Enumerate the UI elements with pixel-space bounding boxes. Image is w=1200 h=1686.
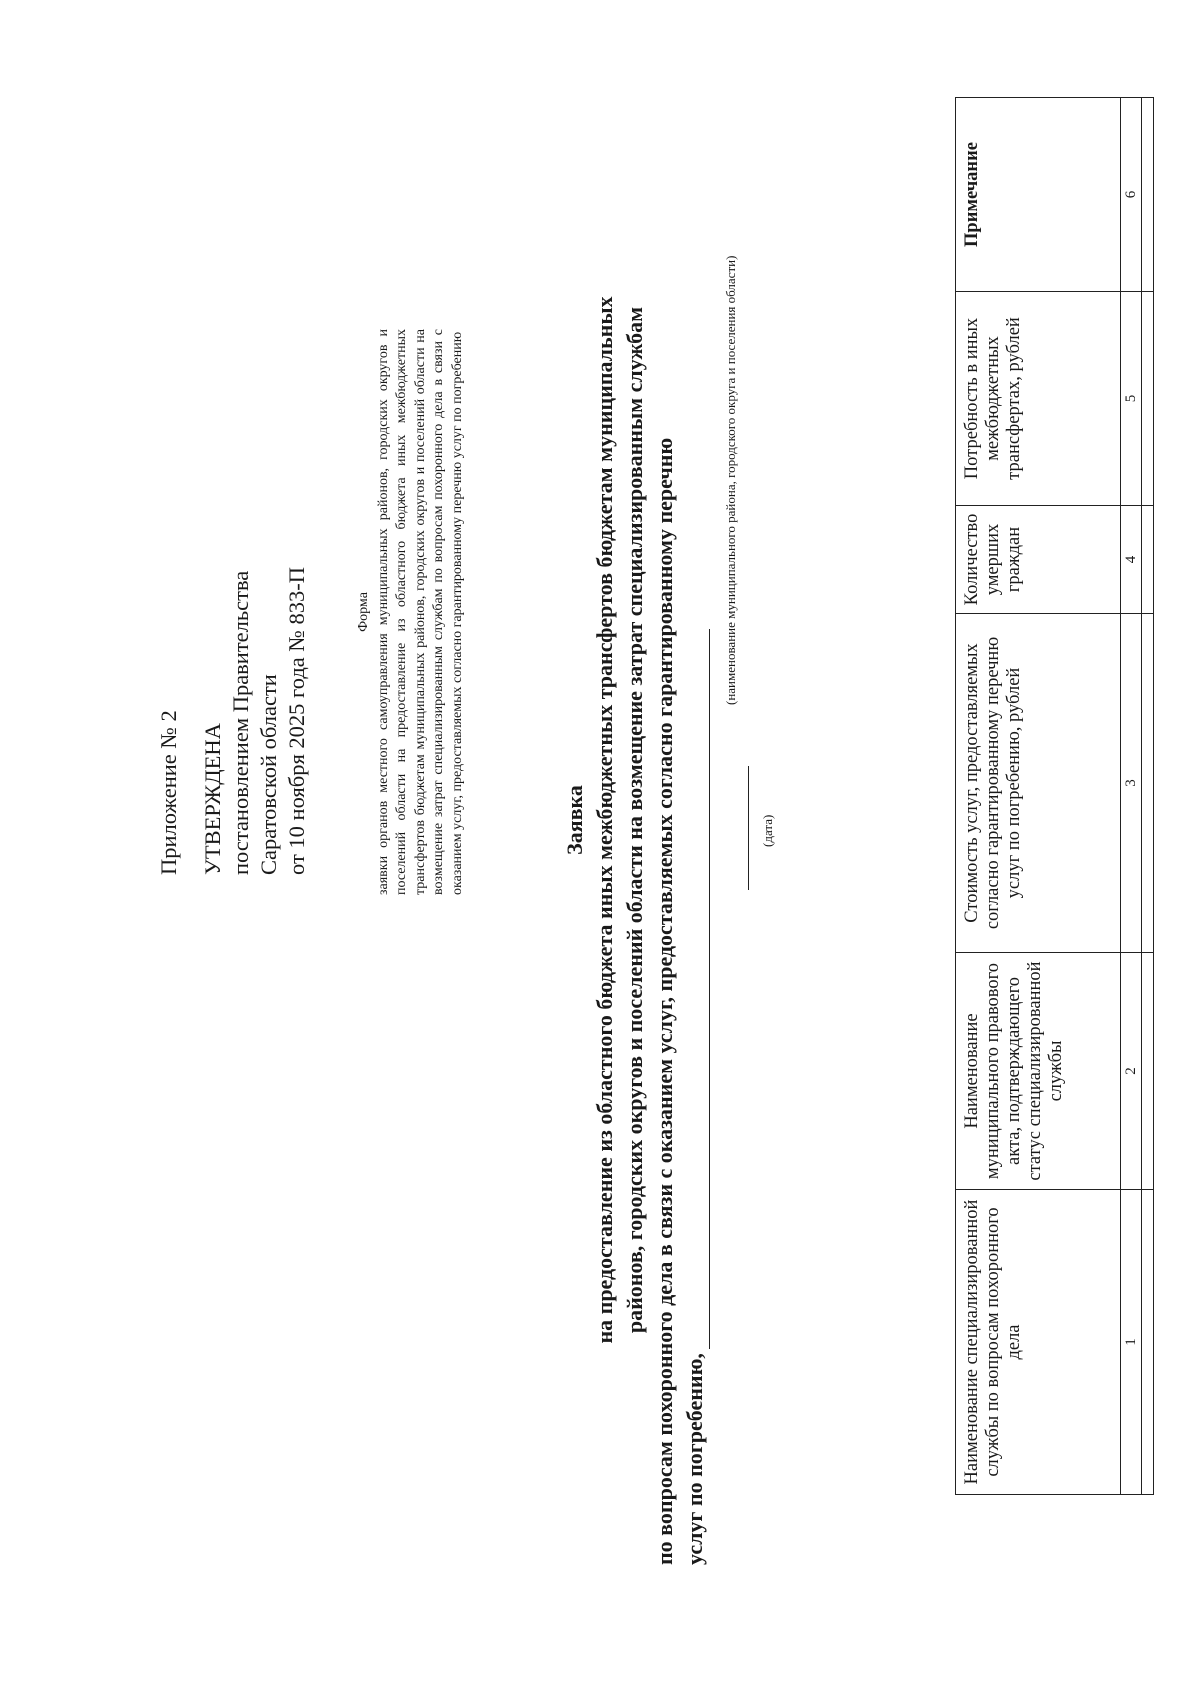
date-caption: (дата)	[760, 814, 775, 847]
municipality-caption: (наименование муниципального района, городского округа и поселения области)	[723, 255, 738, 705]
column-number: 2	[1121, 953, 1142, 1190]
column-number: 6	[1121, 98, 1142, 292]
column-header: Потребность в иных межбюджетных трансфертах, рублей	[956, 292, 1121, 506]
table-cell	[1142, 1190, 1154, 1495]
title-line-4-text: услуг по погребению,	[682, 1353, 707, 1565]
table-cell	[1142, 506, 1154, 614]
title-line-2: районов, городских округов и поселений области на возмещение затрат специализированным службам	[622, 306, 647, 1334]
request-table	[955, 97, 1154, 1495]
column-header: Наименование специализированной службы по вопросам похоронного дела	[956, 1190, 1121, 1495]
title-line-1: на предоставление из областного бюджета иных межбюджетных трансфертов бюджетам муниципальных	[592, 296, 617, 1344]
column-header: Количество умерших граждан	[956, 506, 1121, 614]
column-number: 4	[1121, 506, 1142, 614]
column-header: Примечание	[956, 98, 1121, 292]
form-label: Форма	[356, 592, 371, 632]
approved-stamp-text: УТВЕРЖДЕНА	[200, 723, 225, 875]
table-cell	[1142, 614, 1154, 953]
column-number: 3	[1121, 614, 1142, 953]
decree-line-2: Саратовской области	[256, 674, 281, 875]
title-line-4	[680, 75, 710, 1565]
municipality-fill-line	[687, 629, 710, 1349]
document-page	[115, 85, 1165, 1585]
column-header: Стоимость услуг, предоставляемых согласно гарантированному перечню услуг по погребению, рублей	[956, 614, 1121, 953]
table-header-row	[956, 98, 1121, 1495]
document-title: Заявка	[562, 785, 587, 855]
form-block	[355, 329, 467, 895]
column-header: Наименование муниципального правового акта, подтверждающего статус специализированной службы	[956, 953, 1121, 1190]
column-number: 5	[1121, 292, 1142, 506]
table-cell	[1142, 98, 1154, 292]
form-description: заявки органов местного самоуправления муниципальных районов, городских округов и поселений области на предоставление из областного бюджета иных межбюджетных трансфертов бюджетам муниципальных районов, городских округов и поселений области на возмещение затрат специализированным службам по вопросам похоронного дела в связи с оказанием услуг, предоставляемых согласно гарантированному перечню услуг по погребению	[376, 329, 465, 895]
table-cell	[1142, 292, 1154, 506]
appendix-number: Приложение № 2	[156, 710, 181, 875]
decree-line-1: постановлением Правительства	[228, 570, 253, 875]
table-cell	[1142, 953, 1154, 1190]
column-number: 1	[1121, 1190, 1142, 1495]
document-title-block	[560, 75, 710, 1565]
decree-line-3: от 10 ноября 2025 года № 833-П	[284, 567, 309, 875]
table-row	[1142, 98, 1154, 1495]
date-fill-line	[748, 766, 749, 890]
title-line-3: по вопросам похоронного дела в связи с оказанием услуг, предоставляемых согласно гарантированному перечню	[652, 437, 677, 1565]
approval-block	[155, 315, 311, 875]
column-number-row	[1121, 98, 1142, 1495]
